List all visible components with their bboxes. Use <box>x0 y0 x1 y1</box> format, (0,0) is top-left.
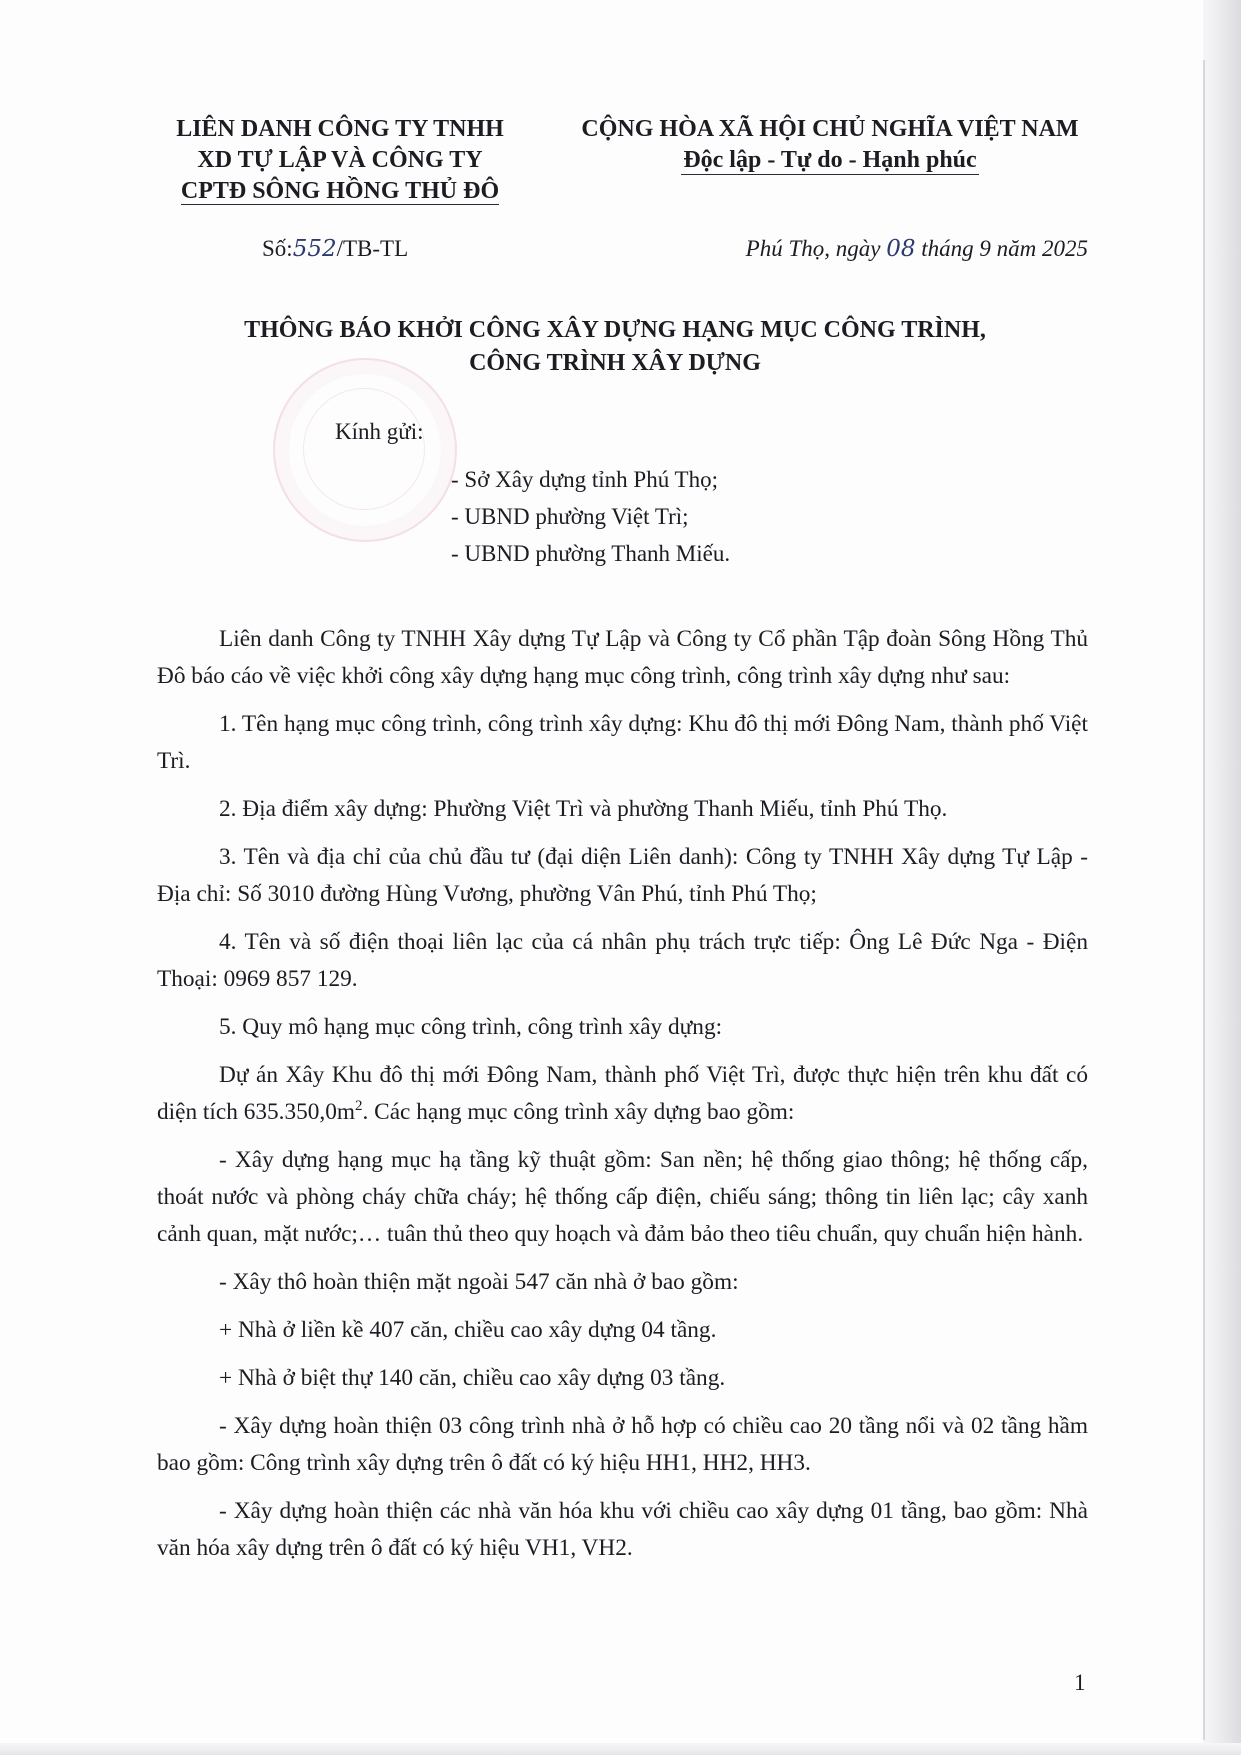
national-motto: Độc lập - Tự do - Hạnh phúc <box>683 147 977 173</box>
title-line-2: CÔNG TRÌNH XÂY DỰNG <box>469 350 761 376</box>
recipient-item: - UBND phường Việt Trì; <box>451 504 689 529</box>
bullet-houses: - Xây thô hoàn thiện mặt ngoài 547 căn nhà ở bao gồm: <box>219 1269 739 1295</box>
document-body <box>157 621 1088 1578</box>
area-superscript: 2 <box>355 1098 363 1115</box>
item-1: 1. Tên hạng mục công trình, công trình xây dựng: Khu đô thị mới Đông Nam, thành phố Việt Trì. <box>157 711 1088 774</box>
title-line-1: THÔNG BÁO KHỞI CÔNG XÂY DỰNG HẠNG MỤC CÔNG TRÌNH, <box>244 317 986 343</box>
salutation: Kính gửi: <box>335 419 424 444</box>
faded-stamp-inner <box>303 388 425 510</box>
doc-number-suffix: /TB-TL <box>336 236 409 261</box>
scan-edge-bottom <box>0 1743 1241 1755</box>
project-tail: . Các hạng mục công trình xây dựng bao gồm: <box>362 1099 795 1125</box>
page-number: 1 <box>1074 1670 1086 1695</box>
bullet-infrastructure: - Xây dựng hạng mục hạ tầng kỹ thuật gồm: San nền; hệ thống giao thông; hệ thống cấp, thoát nước và phòng cháy chữa cháy; hệ thống cấp điện, chiếu sáng; thông tin liên lạc; cây xanh cảnh quan, mặt nước;… tuân thủ theo quy hoạch và đảm bảo theo tiêu chuẩn, quy chuẩn hiện hành. <box>157 1147 1088 1247</box>
document-number <box>262 236 408 262</box>
nation-name: CỘNG HÒA XÃ HỘI CHỦ NGHĨA VIỆT NAM <box>581 116 1079 142</box>
recipient-list <box>451 461 730 572</box>
place-date <box>746 236 1088 262</box>
intro-paragraph: Liên danh Công ty TNHH Xây dựng Tự Lập và Công ty Cổ phần Tập đoàn Sông Hồng Thủ Đô báo cáo về việc khởi công xây dựng hạng mục công trình, công trình xây dựng như sau: <box>157 626 1088 689</box>
project-text: Dự án Xây Khu đô thị mới Đông Nam, thành phố Việt Trì, được thực hiện trên khu đất có diện tích 635.350,0m <box>157 1062 1088 1125</box>
recipient-item: - Sở Xây dựng tỉnh Phú Thọ; <box>451 467 718 492</box>
item-5: 5. Quy mô hạng mục công trình, công trình xây dựng: <box>219 1014 723 1040</box>
project-paragraph <box>157 1057 1088 1131</box>
date-prefix: Phú Thọ, ngày <box>745 236 887 261</box>
doc-number-prefix: Số: <box>262 236 293 261</box>
doc-number-handwritten: 552 <box>292 236 337 262</box>
issuer-header <box>150 114 530 207</box>
plus-townhouse: + Nhà ở liền kề 407 căn, chiều cao xây dựng 04 tầng. <box>219 1317 717 1343</box>
issuer-line-1: LIÊN DANH CÔNG TY TNHH <box>176 116 504 142</box>
date-day-handwritten: 08 <box>886 236 916 262</box>
scan-edge-line <box>1203 60 1205 1740</box>
national-header <box>560 114 1100 176</box>
scan-edge-right <box>1203 0 1241 1755</box>
issuer-line-2: XD TỰ LẬP VÀ CÔNG TY <box>197 147 483 173</box>
bullet-culture-house: - Xây dựng hoàn thiện các nhà văn hóa khu với chiều cao xây dựng 01 tầng, bao gồm: Nhà văn hóa xây dựng trên ô đất có ký hiệu VH1, VH2. <box>157 1498 1088 1561</box>
item-4: 4. Tên và số điện thoại liên lạc của cá nhân phụ trách trực tiếp: Ông Lê Đức Nga - Điện Thoại: 0969 857 129. <box>157 929 1088 992</box>
item-3: 3. Tên và địa chỉ của chủ đầu tư (đại diện Liên danh): Công ty TNHH Xây dựng Tự Lập - Địa chỉ: Số 3010 đường Hùng Vương, phường Vân Phú, tỉnh Phú Thọ; <box>157 844 1088 907</box>
document-title <box>150 314 1080 380</box>
issuer-line-3: CPTĐ SÔNG HỒNG THỦ ĐÔ <box>180 178 500 204</box>
bullet-mixed-use: - Xây dựng hoàn thiện 03 công trình nhà ở hỗ hợp có chiều cao 20 tầng nổi và 02 tầng hầm bao gồm: Công trình xây dựng trên ô đất có ký hiệu HH1, HH2, HH3. <box>157 1413 1088 1476</box>
plus-villa: + Nhà ở biệt thự 140 căn, chiều cao xây dựng 03 tầng. <box>219 1365 726 1391</box>
item-2: 2. Địa điểm xây dựng: Phường Việt Trì và phường Thanh Miếu, tỉnh Phú Thọ. <box>219 796 948 822</box>
date-suffix: tháng 9 năm 2025 <box>915 236 1088 261</box>
recipient-item: - UBND phường Thanh Miếu. <box>451 541 731 566</box>
